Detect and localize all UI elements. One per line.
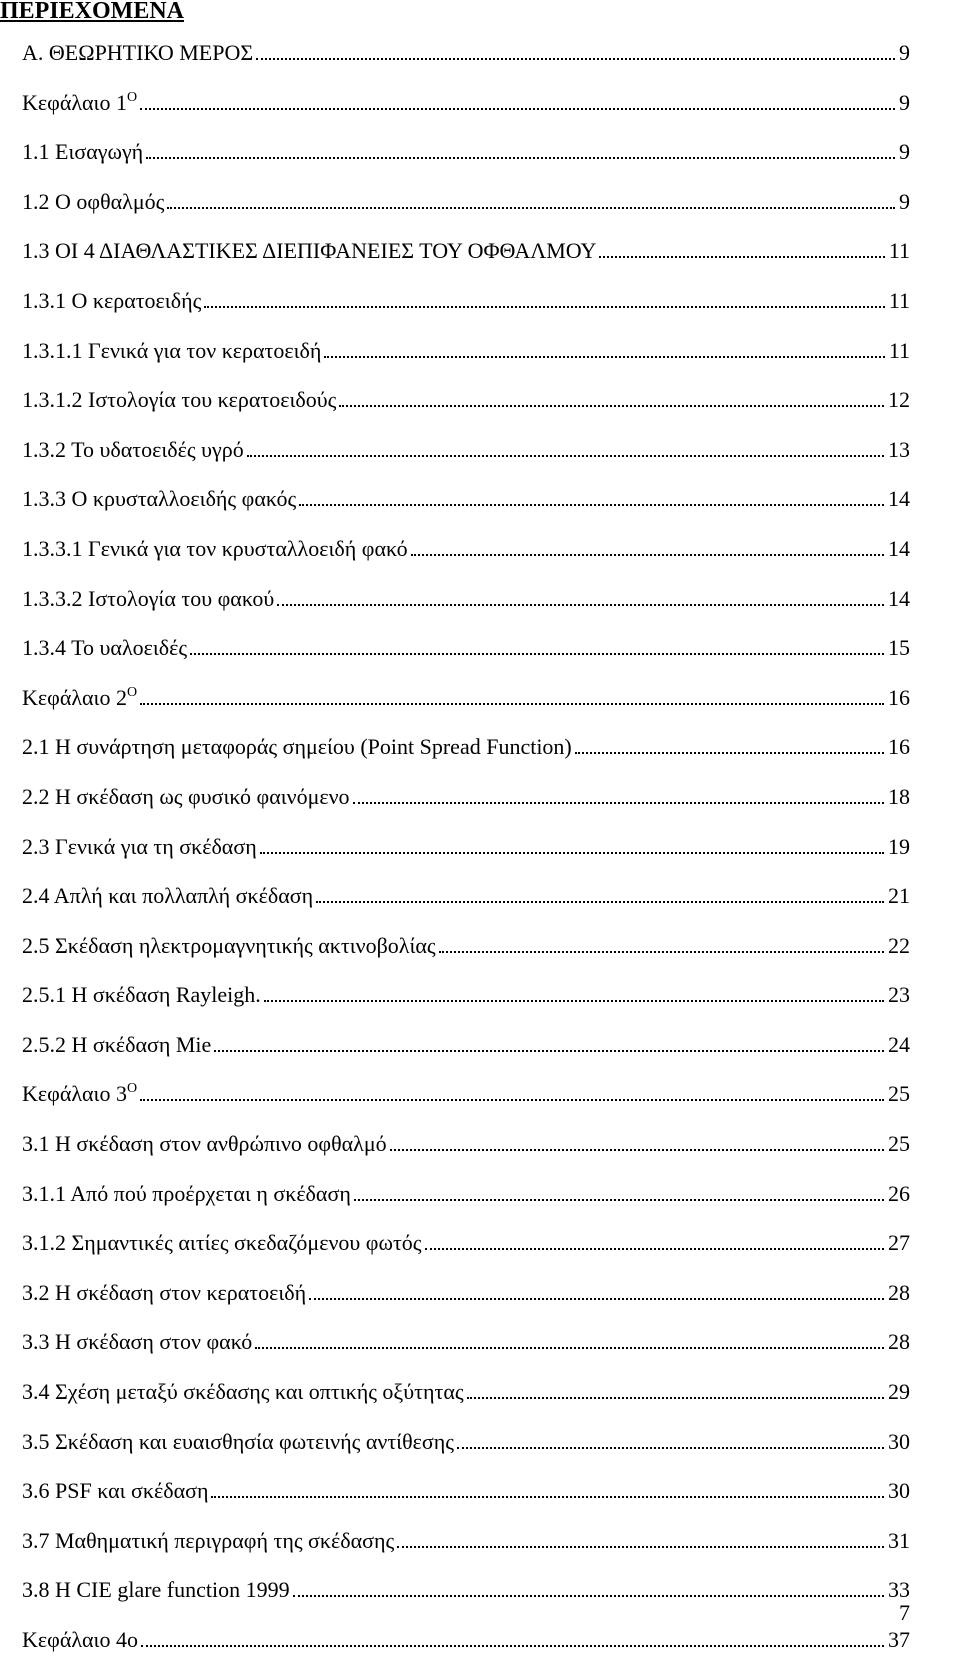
toc-entry-page: 12 bbox=[888, 387, 910, 413]
toc-entry-label bbox=[22, 286, 201, 316]
toc-entry-page: 11 bbox=[888, 238, 910, 264]
toc-entry-label bbox=[22, 1476, 208, 1506]
dot-leader bbox=[277, 604, 884, 606]
toc-entry[interactable] bbox=[22, 584, 910, 634]
toc-entry-page: 30 bbox=[888, 1428, 910, 1454]
toc-entry-label bbox=[22, 534, 408, 564]
toc-entry-label bbox=[22, 732, 572, 762]
toc-entry-text: 2.5 Σκέδαση ηλεκτρομαγνητικής ακτινοβολίας bbox=[22, 932, 436, 958]
toc-entry[interactable] bbox=[22, 1476, 910, 1526]
dot-leader bbox=[397, 1546, 884, 1548]
dot-leader bbox=[439, 951, 884, 953]
toc-entry-label bbox=[22, 1179, 351, 1209]
dot-leader bbox=[140, 703, 884, 705]
toc-entry[interactable] bbox=[22, 1278, 910, 1328]
toc-entry-page: 18 bbox=[888, 783, 910, 809]
toc-entry-text: Κεφάλαιο 4ο bbox=[22, 1627, 138, 1652]
toc-entry-label bbox=[22, 435, 244, 465]
toc-entry-text: Κεφάλαιο 2 bbox=[22, 684, 127, 710]
toc-entry[interactable] bbox=[22, 236, 910, 286]
toc-entry-label bbox=[22, 187, 164, 217]
toc-entry-page: 13 bbox=[888, 436, 910, 462]
toc-entry-label bbox=[22, 336, 321, 366]
toc-entry[interactable] bbox=[22, 1377, 910, 1427]
toc-entry[interactable] bbox=[22, 137, 910, 187]
toc-entry-text: 3.2 Η σκέδαση στον κερατοειδή bbox=[22, 1279, 307, 1305]
toc-entry-page: 25 bbox=[888, 1131, 910, 1157]
toc-entry-page: 16 bbox=[888, 734, 910, 760]
dot-leader bbox=[167, 207, 895, 209]
toc-entry-label bbox=[22, 1327, 252, 1357]
toc-entry-page: 33 bbox=[888, 1577, 910, 1603]
dot-leader bbox=[575, 752, 884, 754]
toc-entry[interactable] bbox=[22, 336, 910, 386]
toc-entry-label bbox=[22, 484, 296, 514]
dot-leader bbox=[353, 802, 884, 804]
toc-entry-superscript: Ο bbox=[126, 684, 138, 700]
toc-entry-label bbox=[22, 1575, 290, 1605]
toc-entry-label bbox=[22, 1278, 306, 1308]
dot-leader bbox=[214, 1050, 884, 1052]
toc-entry[interactable] bbox=[22, 1079, 910, 1129]
dot-leader bbox=[140, 108, 895, 110]
toc-entry-label bbox=[22, 584, 274, 614]
dot-leader bbox=[247, 455, 884, 457]
toc-entry-label bbox=[22, 782, 350, 812]
toc-entry-page: 9 bbox=[899, 188, 910, 214]
toc-entry[interactable] bbox=[22, 732, 910, 782]
toc-entry-page: 19 bbox=[888, 833, 910, 859]
toc-entry[interactable] bbox=[22, 881, 910, 931]
toc-entry-text: 1.1 Εισαγωγή bbox=[22, 139, 144, 165]
toc-entry-text: 1.3 ΟΙ 4 ΔΙΑΘΛΑΣΤΙΚΕΣ ΔΙΕΠΙΦΑΝΕΙΕΣ ΤΟΥ ΟΦΘΑΛΜΟΥ bbox=[22, 238, 597, 264]
toc-entry-label bbox=[22, 683, 137, 713]
toc-entry-superscript: Ο bbox=[126, 1081, 138, 1097]
toc-entry-label bbox=[22, 931, 436, 961]
toc-entry-text: 2.3 Γενικά για τη σκέδαση bbox=[22, 833, 257, 859]
toc-entry[interactable] bbox=[22, 1129, 910, 1179]
toc-entry-page: 37 bbox=[888, 1627, 910, 1652]
dot-leader bbox=[339, 405, 884, 407]
toc-entry-text: 3.1.2 Σημαντικές αιτίες σκεδαζόμενου φωτός bbox=[22, 1230, 422, 1256]
toc-entry-text: 3.8 Η CIE glare function 1999 bbox=[22, 1577, 290, 1603]
dot-leader bbox=[260, 852, 884, 854]
toc-entry-page: 16 bbox=[888, 684, 910, 710]
toc-entry-label bbox=[22, 1129, 387, 1159]
dot-leader bbox=[411, 554, 884, 556]
toc-entry[interactable] bbox=[22, 1526, 910, 1576]
toc-entry-page: 23 bbox=[888, 982, 910, 1008]
toc-entry-text: 1.3.4 Το υαλοειδές bbox=[22, 635, 188, 661]
toc-entry-text: 1.3.3.1 Γενικά για τον κρυσταλλοειδή φακό bbox=[22, 535, 408, 561]
toc-entry-text: 1.3.1.1 Γενικά για τον κερατοειδή bbox=[22, 337, 322, 363]
toc-entry-page: 29 bbox=[888, 1379, 910, 1405]
toc-entry-page: 26 bbox=[888, 1180, 910, 1206]
toc-entry[interactable] bbox=[22, 38, 910, 88]
toc-entry-label bbox=[22, 1079, 137, 1109]
toc-entry-label bbox=[22, 1377, 464, 1407]
toc-entry-text: 1.3.1 Ο κερατοειδής bbox=[22, 287, 202, 313]
page-number: 7 bbox=[899, 1600, 910, 1625]
toc-entry-label bbox=[22, 633, 187, 663]
toc-entry-label bbox=[22, 137, 143, 167]
dot-leader bbox=[390, 1149, 884, 1151]
toc-entry[interactable] bbox=[22, 385, 910, 435]
toc-entry[interactable] bbox=[22, 1625, 910, 1675]
toc-entry-label bbox=[22, 385, 336, 415]
toc-entry-text: 1.2 Ο οφθαλμός bbox=[22, 188, 165, 214]
toc-entry-superscript: Ο bbox=[126, 89, 138, 105]
toc-entry-text: 2.4 Απλή και πολλαπλή σκέδαση bbox=[22, 883, 314, 909]
toc-entry-label bbox=[22, 88, 137, 118]
toc-entry-label bbox=[22, 236, 596, 266]
toc-entry-text: 1.3.1.2 Ιστολογία του κερατοειδούς bbox=[22, 387, 337, 413]
dot-leader bbox=[204, 306, 885, 308]
toc-entry-label bbox=[22, 1228, 422, 1258]
toc-entry[interactable] bbox=[22, 931, 910, 981]
toc-entry-page: 9 bbox=[899, 40, 910, 65]
toc-entry-page: 25 bbox=[888, 1081, 910, 1107]
toc-entry[interactable] bbox=[22, 286, 910, 336]
toc-entry-text: 3.3 Η σκέδαση στον φακό bbox=[22, 1329, 253, 1355]
toc-entry-text: 1.3.3.2 Ιστολογία του φακού bbox=[22, 585, 275, 611]
toc-entry[interactable] bbox=[22, 1179, 910, 1229]
dot-leader bbox=[255, 1347, 884, 1349]
toc-entry-text: 3.6 PSF και σκέδαση bbox=[22, 1478, 209, 1504]
dot-leader bbox=[140, 1099, 884, 1101]
dot-leader bbox=[457, 1447, 884, 1449]
toc-entry-page: 27 bbox=[888, 1230, 910, 1256]
toc-entry-label bbox=[22, 980, 261, 1010]
toc-entry-page: 15 bbox=[888, 635, 910, 661]
toc-entry-label bbox=[22, 1030, 211, 1060]
dot-leader bbox=[293, 1595, 884, 1597]
dot-leader bbox=[309, 1298, 884, 1300]
toc-entry-text: Α. ΘΕΩΡΗΤΙΚΟ ΜΕΡΟΣ bbox=[22, 40, 254, 65]
toc-entry-label bbox=[22, 832, 257, 862]
dot-leader bbox=[264, 1000, 884, 1002]
dot-leader bbox=[299, 504, 884, 506]
dot-leader bbox=[425, 1248, 884, 1250]
toc-entry-page: 9 bbox=[899, 89, 910, 115]
toc-entry[interactable] bbox=[22, 435, 910, 485]
toc-entry-text: 3.7 Μαθηματική περιγραφή της σκέδασης bbox=[22, 1527, 395, 1553]
toc-entry[interactable] bbox=[22, 1427, 910, 1477]
dot-leader bbox=[256, 58, 895, 60]
toc-entry[interactable] bbox=[22, 633, 910, 683]
toc-entry[interactable] bbox=[22, 980, 910, 1030]
toc-entry-page: 14 bbox=[888, 535, 910, 561]
toc-entry-text: Κεφάλαιο 1 bbox=[22, 89, 127, 115]
toc-entry-text: 2.5.2 Η σκέδαση Mie bbox=[22, 1031, 212, 1057]
dot-leader bbox=[467, 1397, 884, 1399]
toc-entry[interactable] bbox=[22, 1228, 910, 1278]
toc-entry[interactable] bbox=[22, 1030, 910, 1080]
toc-entry[interactable] bbox=[22, 832, 910, 882]
toc-entry-text: 1.3.2 Το υδατοειδές υγρό bbox=[22, 436, 244, 462]
toc-heading: ΠΕΡΙΕΧΟΜΕΝΑ bbox=[0, 0, 185, 24]
toc-entry[interactable] bbox=[22, 187, 910, 237]
toc-entry-page: 22 bbox=[888, 932, 910, 958]
toc-entry[interactable] bbox=[22, 1575, 910, 1625]
dot-leader bbox=[190, 653, 884, 655]
toc-entry-page: 11 bbox=[888, 337, 910, 363]
toc-entry-text: 3.1.1 Από πού προέρχεται η σκέδαση bbox=[22, 1180, 351, 1206]
dot-leader bbox=[146, 157, 895, 159]
toc-list bbox=[22, 38, 910, 1675]
toc-entry[interactable] bbox=[22, 683, 910, 733]
toc-entry-label bbox=[22, 1526, 394, 1556]
toc-entry-page: 14 bbox=[888, 585, 910, 611]
toc-entry[interactable] bbox=[22, 1327, 910, 1377]
toc-entry-page: 24 bbox=[888, 1031, 910, 1057]
toc-entry-text: Κεφάλαιο 3 bbox=[22, 1081, 127, 1107]
dot-leader bbox=[324, 356, 884, 358]
toc-entry-page: 21 bbox=[888, 883, 910, 909]
toc-entry-label bbox=[22, 881, 313, 911]
dot-leader bbox=[211, 1496, 884, 1498]
toc-entry[interactable] bbox=[22, 534, 910, 584]
toc-entry[interactable] bbox=[22, 484, 910, 534]
toc-entry-text: 2.1 Η συνάρτηση μεταφοράς σημείου (Point Spread Function) bbox=[22, 734, 572, 760]
toc-entry-text: 3.1 Η σκέδαση στον ανθρώπινο οφθαλμό bbox=[22, 1131, 387, 1157]
toc-entry-page: 28 bbox=[888, 1329, 910, 1355]
toc-entry-label bbox=[22, 1427, 454, 1457]
toc-entry[interactable] bbox=[22, 88, 910, 138]
toc-entry-text: 1.3.3 Ο κρυσταλλοειδής φακός bbox=[22, 486, 297, 512]
dot-leader bbox=[599, 256, 884, 258]
toc-entry-page: 31 bbox=[888, 1527, 910, 1553]
toc-entry-page: 30 bbox=[888, 1478, 910, 1504]
toc-entry[interactable] bbox=[22, 782, 910, 832]
dot-leader bbox=[354, 1199, 884, 1201]
toc-entry-page: 11 bbox=[888, 287, 910, 313]
toc-entry-text: 2.2 Η σκέδαση ως φυσικό φαινόμενο bbox=[22, 783, 350, 809]
toc-entry-page: 9 bbox=[899, 139, 910, 165]
dot-leader bbox=[141, 1645, 884, 1647]
toc-entry-text: 2.5.1 Η σκέδαση Rayleigh. bbox=[22, 982, 261, 1008]
toc-entry-text: 3.5 Σκέδαση και ευαισθησία φωτεινής αντίθεσης bbox=[22, 1428, 454, 1454]
toc-entry-page: 28 bbox=[888, 1279, 910, 1305]
toc-entry-text: 3.4 Σχέση μεταξύ σκέδασης και οπτικής οξύτητας bbox=[22, 1379, 464, 1405]
toc-entry-label bbox=[22, 38, 253, 68]
toc-entry-page: 14 bbox=[888, 486, 910, 512]
dot-leader bbox=[316, 901, 884, 903]
